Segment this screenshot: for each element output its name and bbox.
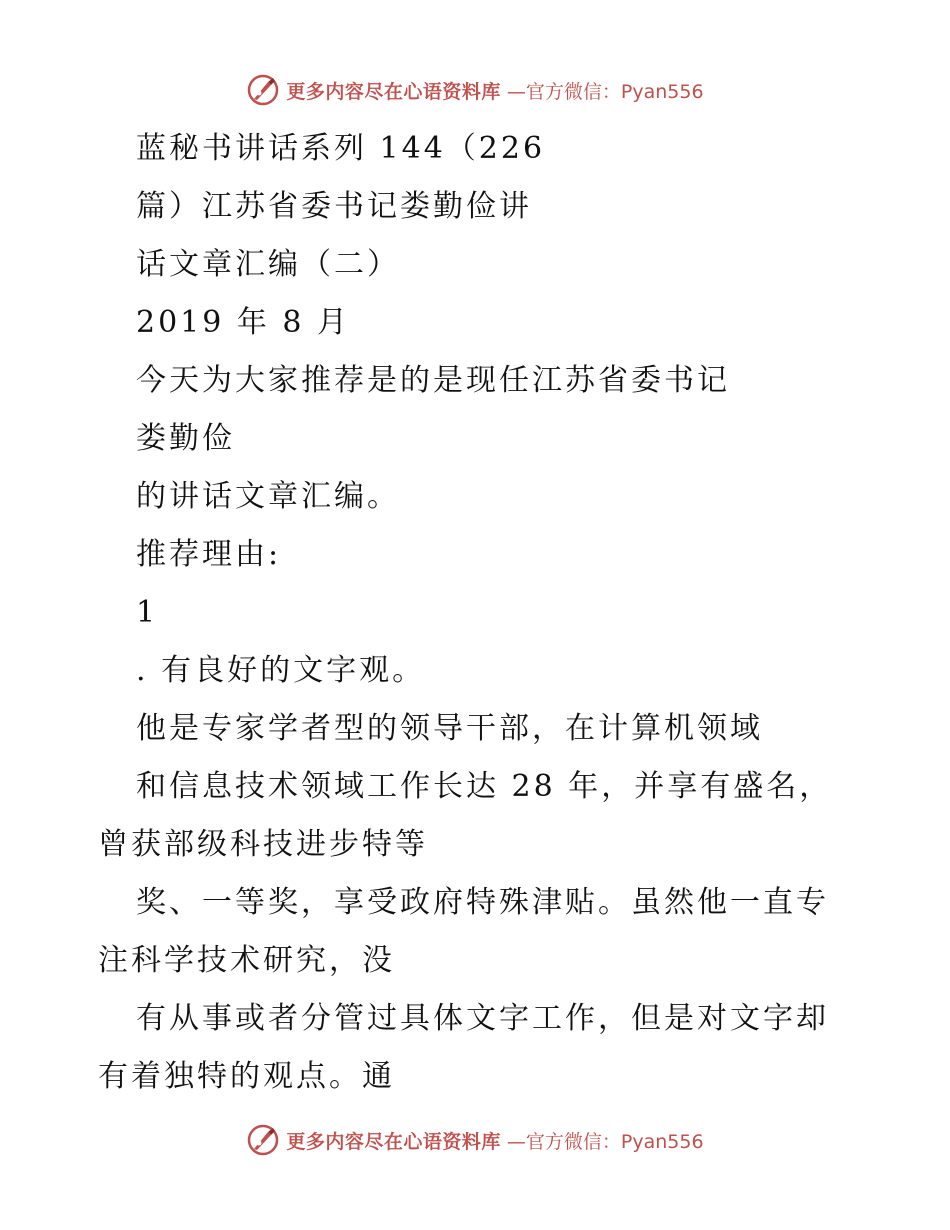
watermark-text: 更多内容尽在心语资料库 xyxy=(286,80,501,103)
paragraph-line: 曾获部级科技进步特等 xyxy=(98,827,428,862)
paragraph-line: 娄勤俭 xyxy=(136,421,235,456)
paragraph-line: 今天为大家推荐是的是现任江苏省委书记 xyxy=(136,363,730,398)
list-number: 1 xyxy=(136,595,159,630)
title-line-2: 篇）江苏省委书记娄勤俭讲 xyxy=(136,189,532,224)
date-line: 2019 年 8 月 xyxy=(136,305,351,340)
quill-logo-icon xyxy=(246,73,280,107)
paragraph-line: 的讲话文章汇编。 xyxy=(136,479,400,514)
document-body xyxy=(98,120,878,1106)
paragraph-line: 注科学技术研究，没 xyxy=(98,943,395,978)
paragraph-line: 和信息技术领域工作长达 28 年，并享有盛名， xyxy=(136,769,833,804)
header-watermark xyxy=(0,70,950,110)
section-heading: 推荐理由: xyxy=(136,537,282,572)
title-line-1: 蓝秘书讲话系列 144（226 xyxy=(136,131,546,166)
watermark-wechat: —官方微信：Pyan556 xyxy=(506,80,704,103)
watermark-wechat: —官方微信：Pyan556 xyxy=(506,1130,704,1153)
quill-logo-icon xyxy=(246,1123,280,1157)
watermark-text: 更多内容尽在心语资料库 xyxy=(286,1130,501,1153)
paragraph-line: 有从事或者分管过具体文字工作，但是对文字却 xyxy=(136,1001,829,1036)
paragraph-line: 奖、一等奖，享受政府特殊津贴。虽然他一直专 xyxy=(136,885,829,920)
footer-watermark xyxy=(0,1120,950,1160)
list-item-heading: . 有良好的文字观。 xyxy=(136,653,426,688)
paragraph-line: 他是专家学者型的领导干部，在计算机领域 xyxy=(136,711,763,746)
paragraph-line: 有着独特的观点。通 xyxy=(98,1059,395,1094)
title-line-3: 话文章汇编（二） xyxy=(136,247,400,282)
